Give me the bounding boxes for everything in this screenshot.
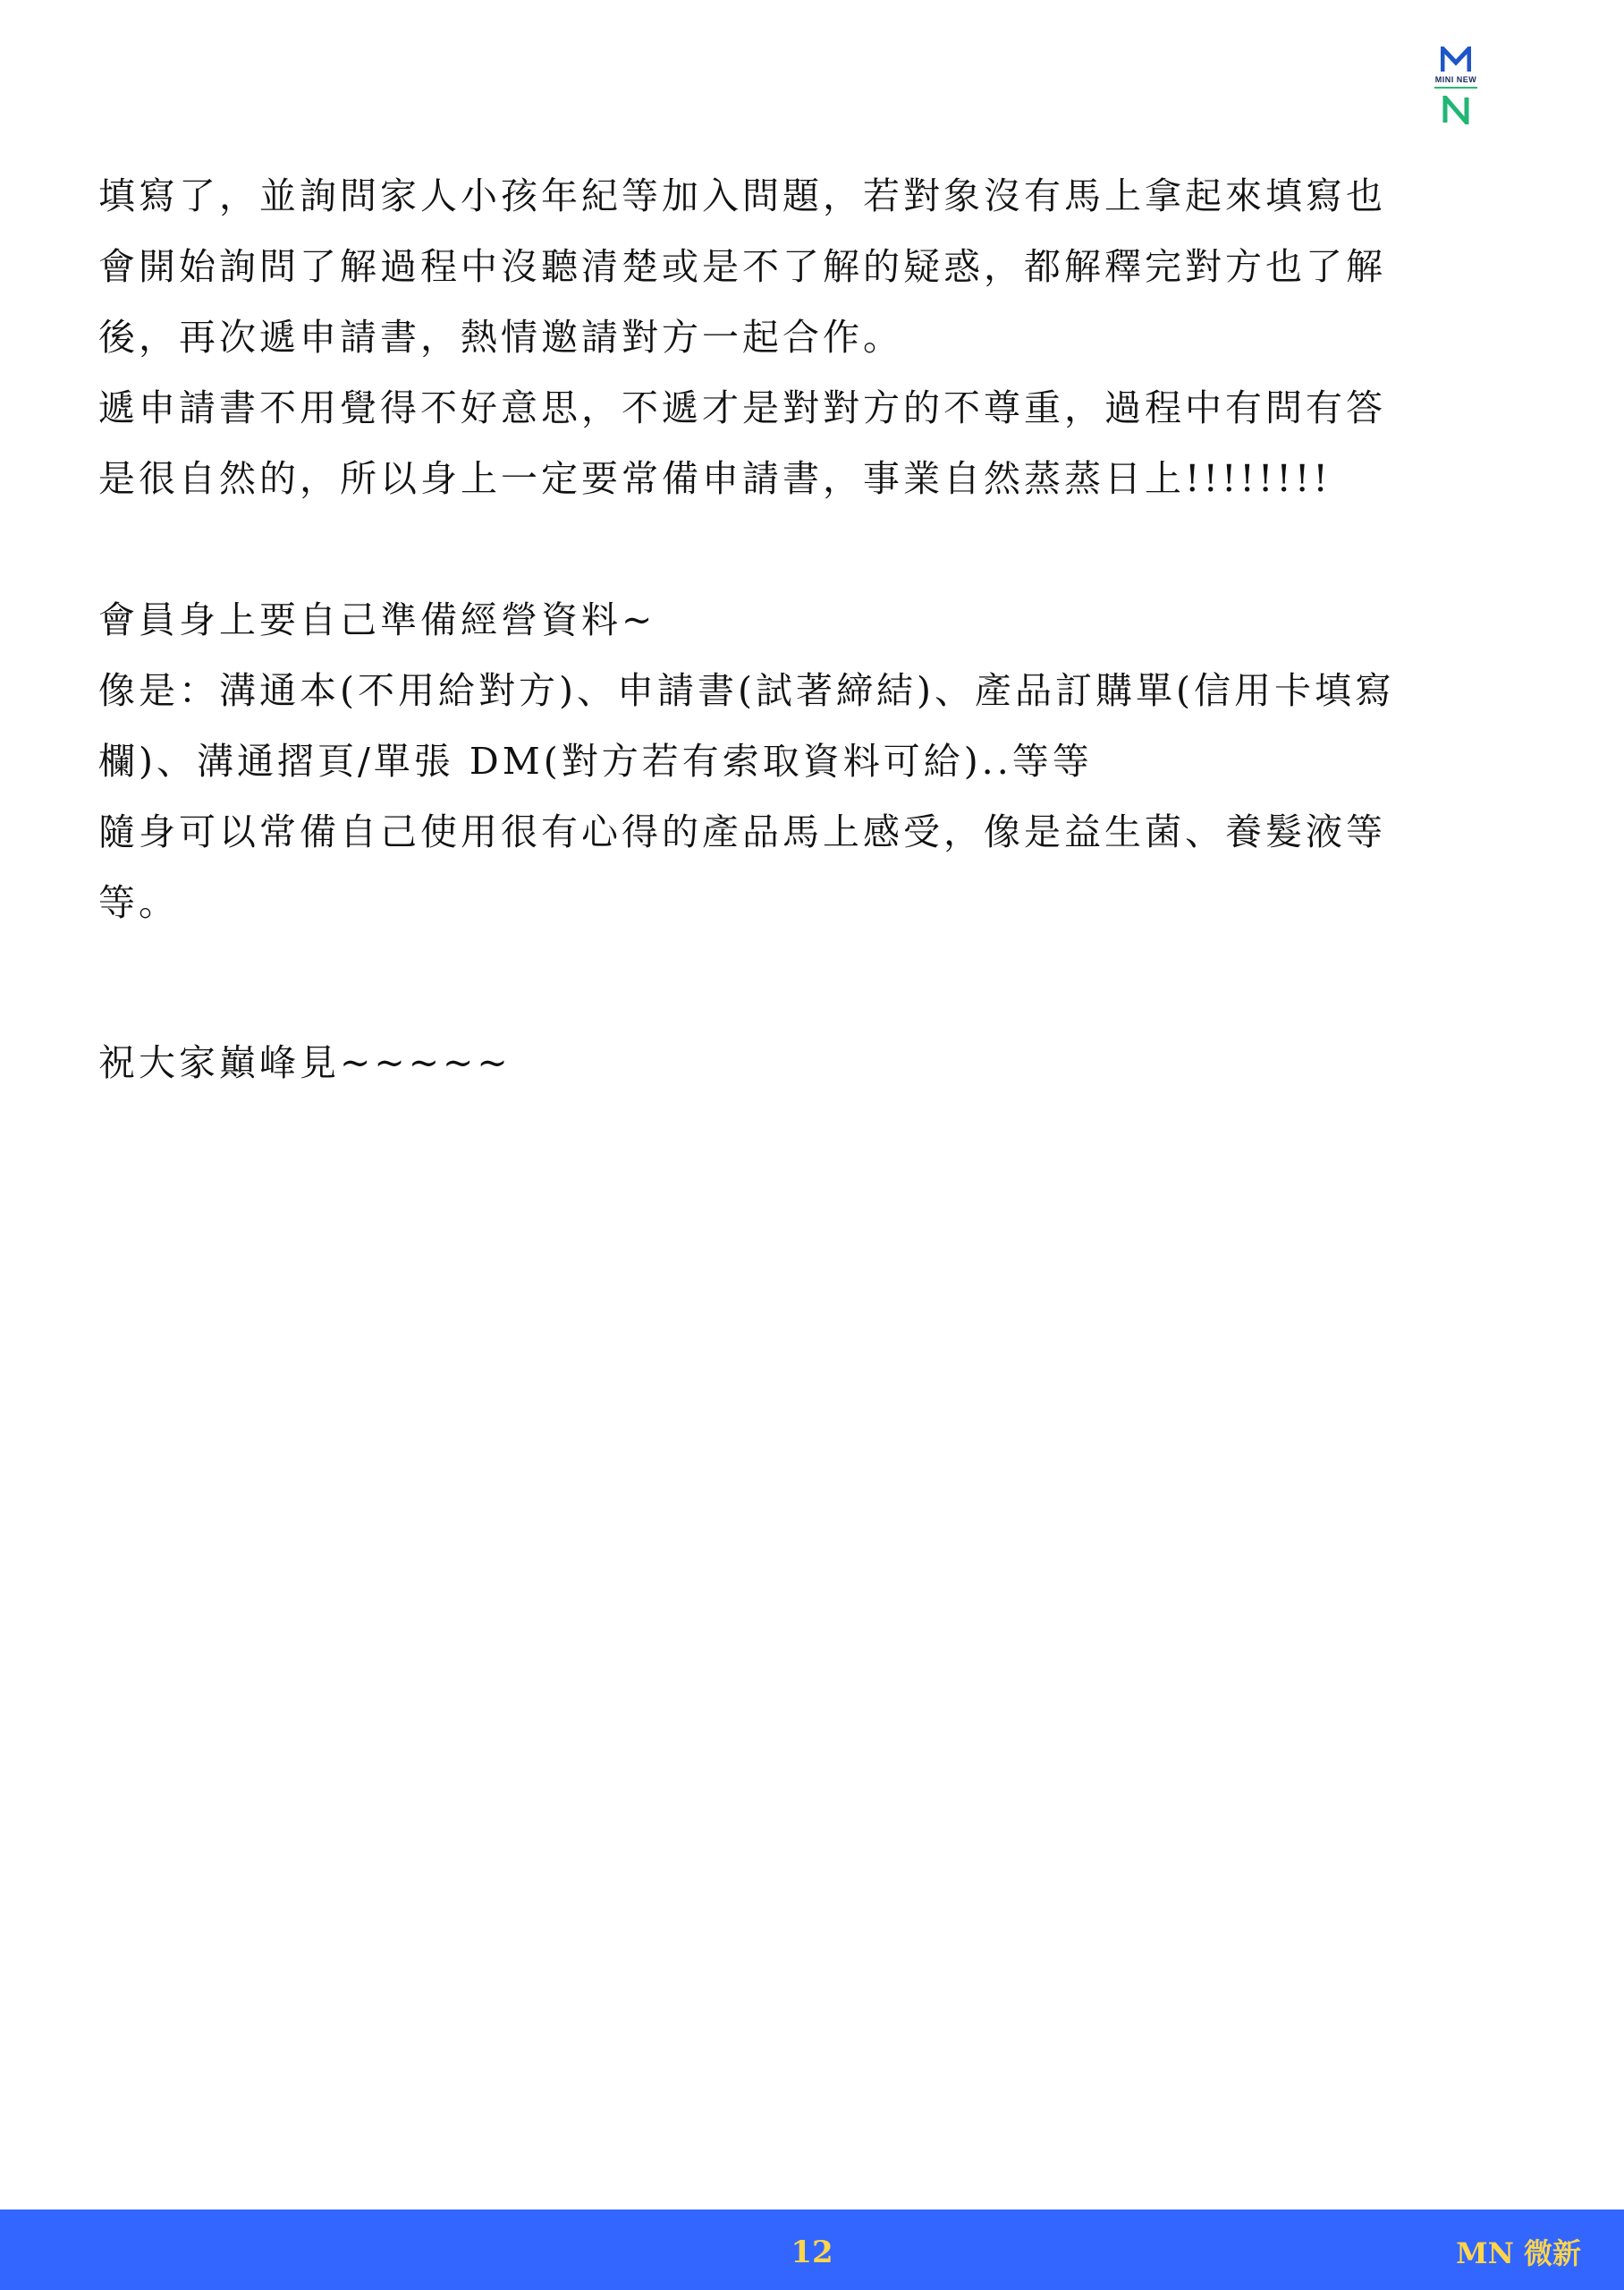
paragraph-line: 填寫了，並詢問家人小孩年紀等加入問題，若對象沒有馬上拿起來填寫也 [98, 174, 1386, 217]
closing-line: 祝大家巔峰見~~~~~ [98, 1041, 512, 1084]
document-body [98, 161, 1529, 1098]
logo-divider [1434, 87, 1477, 89]
paragraph-spacer [98, 938, 1529, 1028]
paragraph-line: 等。 [98, 881, 179, 924]
footer-brand: MN 微新 [1456, 2236, 1581, 2270]
paragraph-line: 欄)、溝通摺頁/單張 DM(對方若有索取資料可給)..等等 [98, 740, 1093, 783]
logo-n-icon [1442, 96, 1469, 124]
paragraph-line: 會開始詢問了解過程中沒聽清楚或是不了解的疑惑，都解釋完對方也了解 [98, 245, 1386, 288]
brand-logo [1420, 47, 1492, 145]
paragraph-line: 像是：溝通本(不用給對方)、申請書(試著締結)、產品訂購單(信用卡填寫 [98, 669, 1395, 712]
logo-m-icon [1441, 47, 1471, 73]
paragraph-line: 遞申請書不用覺得不好意思，不遞才是對對方的不尊重，過程中有問有答 [98, 386, 1386, 429]
logo-text: MINI NEW [1434, 75, 1477, 84]
page-number: 12 [791, 2235, 833, 2270]
paragraph-line: 隨身可以常備自己使用很有心得的產品馬上感受，像是益生菌、養髮液等 [98, 810, 1386, 853]
paragraph-line: 後，再次遞申請書，熱情邀請對方一起合作。 [98, 316, 903, 359]
paragraph-line: 會員身上要自己準備經營資料~ [98, 598, 656, 641]
paragraph-line: 是很自然的，所以身上一定要常備申請書，事業自然蒸蒸日上!!!!!!!! [98, 457, 1332, 500]
paragraph-spacer [98, 514, 1529, 585]
page-footer [0, 2209, 1624, 2290]
